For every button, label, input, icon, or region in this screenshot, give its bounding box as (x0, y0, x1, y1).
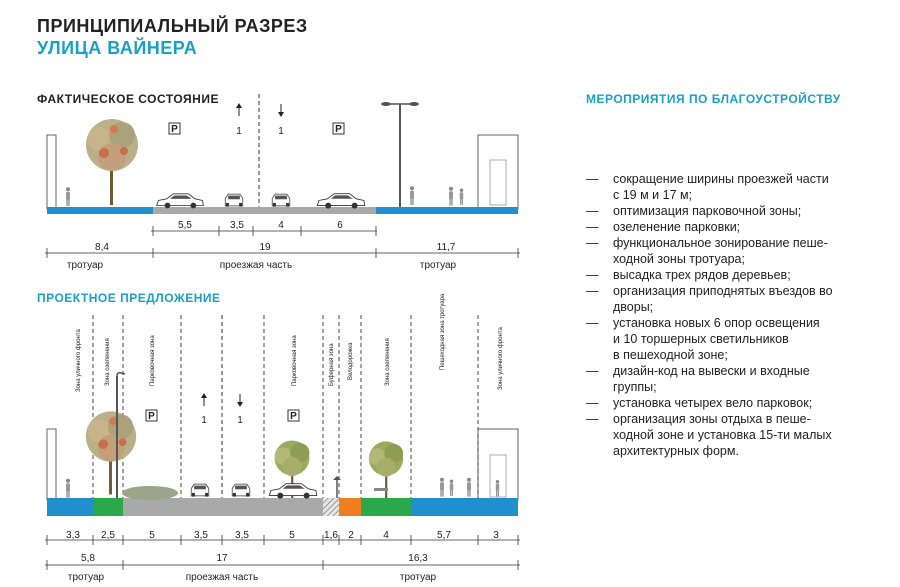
zone-name: Парковочная зона (292, 335, 298, 386)
roadway (123, 498, 323, 516)
measures-heading: МЕРОПРИЯТИЯ ПО БЛАГОУСТРОЙСТВУ (586, 92, 841, 106)
building-left (47, 429, 56, 500)
building-left (47, 135, 56, 209)
current-section (45, 94, 520, 271)
proposal-section (45, 293, 520, 583)
sidewalk-left (47, 207, 153, 214)
measure-item: — высадка трех рядов деревьев; (586, 268, 791, 282)
dimension-label: 3,5 (194, 530, 208, 541)
bench-icon (374, 488, 388, 491)
total-dimensions (45, 560, 520, 570)
dimension-label: 3 (493, 530, 499, 541)
svg-text:1: 1 (201, 415, 207, 426)
zone-label: тротуар (67, 572, 105, 583)
green-strip (93, 498, 123, 516)
zone-label: проезжая часть (219, 260, 293, 271)
car-icon (232, 484, 250, 496)
tree-icon (86, 411, 136, 494)
dimension-label: 5,5 (178, 220, 192, 231)
dimension-label: 8,4 (95, 242, 109, 253)
direction-arrow-down-icon (278, 104, 284, 137)
pedestrian-icon (450, 479, 454, 495)
pedestrian-icon (467, 478, 471, 497)
zone-label: тротуар (419, 260, 457, 271)
pedestrian-icon (410, 186, 414, 205)
zone-name: Парковочная зона (150, 335, 156, 386)
dimension-label: 11,7 (436, 242, 456, 253)
direction-arrow-up-icon (201, 393, 207, 426)
shrub-icon (122, 486, 178, 500)
measure-item: — оптимизация парковочной зоны; (586, 204, 802, 218)
measure-item: — установка четырех вело парковок; (586, 396, 813, 410)
bollard-lamp-icon (333, 476, 341, 498)
svg-text:P: P (335, 124, 342, 135)
direction-arrow-down-icon (237, 394, 243, 426)
bike-lane-strip (339, 498, 361, 516)
zone-name: Зона озеленения (385, 338, 391, 386)
zone-label: проезжая часть (185, 572, 259, 583)
direction-arrow-up-icon (236, 103, 242, 137)
dimension-label: 5,8 (81, 553, 95, 564)
pedestrian-icon (449, 187, 453, 206)
buffer-strip (323, 498, 339, 516)
car-icon (191, 484, 209, 496)
parking-sign-icon (333, 123, 344, 135)
svg-text:1: 1 (278, 126, 284, 137)
car-icon (157, 194, 204, 209)
dimension-label: 4 (383, 530, 389, 541)
zone-name: Зона уличного фронта (498, 327, 504, 390)
pedestrian-icon (460, 188, 464, 204)
parking-sign-icon (169, 123, 180, 135)
svg-text:P: P (290, 411, 297, 422)
measure-item: — организация приподнятых въездов во дворы; (586, 284, 833, 314)
dimension-label: 3,5 (235, 530, 249, 541)
pedestrian-icon (66, 479, 70, 498)
car-icon (272, 194, 290, 206)
dimension-label: 2,5 (101, 530, 115, 541)
sidewalk-strip (411, 498, 518, 516)
parking-sign-icon (146, 410, 157, 422)
page-subtitle: УЛИЦА ВАЙНЕРА (37, 38, 198, 58)
zone-name: Пешеходная зона тротуара (440, 293, 446, 370)
page-title: ПРИНЦИПИАЛЬНЫЙ РАЗРЕЗ (37, 16, 308, 36)
measure-item: — функциональное зонирование пеше- ходной зоны тротуара; (586, 236, 828, 266)
measure-item: — озеленение парковки; (586, 220, 741, 234)
proposal-heading: ПРОЕКТНОЕ ПРЕДЛОЖЕНИЕ (37, 291, 221, 305)
measure-item: — установка новых 6 опор освещения и 10 торшерных светильников в пешеходной зоне; (586, 316, 820, 362)
tree-icon (86, 119, 138, 205)
svg-text:1: 1 (237, 415, 243, 426)
green-strip (361, 498, 411, 516)
zone-name: Зона уличного фронта (76, 329, 82, 392)
dimension-label: 2 (348, 530, 354, 541)
svg-text:P: P (148, 411, 155, 422)
dimension-label: 5 (149, 530, 155, 541)
car-icon (317, 194, 365, 209)
sidewalk-strip (47, 498, 93, 516)
roadway (153, 207, 376, 214)
zone-name: Зона озеленения (105, 338, 111, 386)
dimension-label: 1,6 (324, 530, 338, 541)
dimension-label: 3,5 (230, 220, 244, 231)
dimension-label: 5,7 (437, 530, 451, 541)
dimension-label: 6 (337, 220, 343, 231)
svg-text:1: 1 (236, 126, 242, 137)
dimension-label: 5 (289, 530, 295, 541)
zone-name: Буферная зона (329, 343, 335, 386)
pedestrian-icon (66, 187, 70, 206)
zone-label: тротуар (399, 572, 437, 583)
sidewalk-right (376, 207, 518, 214)
dimension-label: 19 (259, 242, 271, 253)
dimension-label: 16,3 (408, 553, 428, 564)
pedestrian-icon (440, 478, 444, 497)
measure-item: — организация зоны отдыха в пеше- ходной зоне и установка 15-ти малых архитектурных форм. (586, 412, 832, 458)
current-state-heading: ФАКТИЧЕСКОЕ СОСТОЯНИЕ (37, 92, 219, 106)
dimension-label: 3,3 (66, 530, 80, 541)
dimension-label: 17 (216, 553, 228, 564)
dimension-label: 4 (278, 220, 284, 231)
measure-item: — дизайн-код на вывески и входные группы; (586, 364, 810, 394)
zone-label: тротуар (66, 260, 104, 271)
parking-sign-icon (288, 410, 299, 422)
measure-item: — сокращение ширины проезжей части с 19 м и 17 м; (586, 172, 829, 202)
car-icon (225, 194, 243, 206)
zone-name: Велодорожка (348, 342, 354, 380)
svg-text:P: P (171, 124, 178, 135)
